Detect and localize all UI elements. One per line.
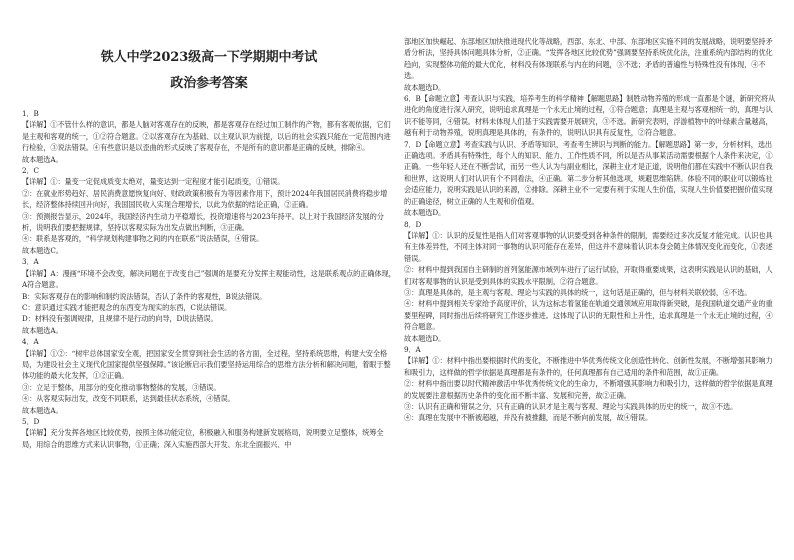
left-paragraph: ②：在就业形势趋好、居民消费意愿恢复向好、财政政策积极有为等因素作用下，预计2024年我国居民消费将稳步增长，经济整体持续回升向好，我国国民收入实现合理增长，以此为依据的结论正确，②正确。 xyxy=(22,188,388,210)
left-paragraph: 【详解】①②：“树牢总体国家安全观，把国家安全贯穿到社会生活的各方面，全过程，坚持系统思维，构建大安全格局，为建设社会主义现代化国家提供坚强保障。”该论断启示我们要坚持运用综合的思维方法分析和解决问题，着眼于整体功能的最大化发挥，①②正确。 xyxy=(22,348,391,381)
right-paragraph: ②：材料中指出要以时代精神激活中华优秀传统文化的生命力，不断增强其影响力和吸引力，这样做的哲学依据是真理的发展要注意根据历史条件的变化而不断丰富、发展和完善，故②正确。 xyxy=(404,379,773,400)
right-paragraph: 故本题选D。 xyxy=(404,82,446,92)
right-paragraph: ③：认识有正确和错误之分，只有正确的认识才是主观与客观、理论与实践具体的历史的统一，故③不选。 xyxy=(404,402,738,411)
left-paragraph: 【详解】①不管什么样的意识，都是人脑对客观存在的反映，都是客观存在经过加工制作的产物，都有客观依据，它们是主观和客观的统一，①②符合题意。②以客观存在为基础、以主观认识为前提，以后的社会实践只能在一定范围内进行检验，③说法错误。④有些意识是以歪曲的形式反映了客观存在，不是所有的意识都是正确的反映，排除④。 xyxy=(22,120,391,153)
right-paragraph: 8．D xyxy=(404,219,422,229)
right-paragraph: 7．D【命题立意】考查实践与认识、矛盾等知识，考查考生辨识与判断的能力。【解题思路】第一步，分析材料，选出正确选项。矛盾具有特殊性，每个人的知识、能力、工作性质不同，所以是否从事某活动需要根据个人条件来决定，①正确。一些年轻人还在不断尝试，而另一些人认为与副业相比，深耕主业才是正道，说明他们都在实践中不断认识自我和世界，这说明人们对认识有个不同看法，④正确。第二步分析其他选项，规避思维陷阱。体验不同的职业可以锻炼社会适应能力，说明实践是认识的来源，②排除。深耕主业不一定要有利于实现人生价值，实现人生价值要把握价值实现的正确途径，树立正确的人生观和价值观。 xyxy=(404,139,773,206)
left-paragraph: ④：从客观实际出发，改变不同联系，达到最佳状态系统，④错误。 xyxy=(22,394,235,404)
left-paragraph: D：材料没有强调规律，且规律不是行动的向导，D说法错误。 xyxy=(22,314,218,324)
left-paragraph: 故本题选C。 xyxy=(22,245,63,255)
left-paragraph: 故本题选A。 xyxy=(22,154,63,164)
left-paragraph: ③：预测报告显示，2024年，我国经济内生动力平稳增长，投资增速将与2023年持平。以上对于我国经济发展的分析，说明我们要把握规律，坚持以客观实际为出发点做出判断，③正确。 xyxy=(22,211,384,233)
left-paragraph: 3．A xyxy=(22,257,39,267)
right-paragraph: 故本题选D。 xyxy=(404,208,446,218)
right-paragraph: ②：材料中提到我国自主研制的首列氢能源市域列车进行了运行试验，开取得重要成果，这表明实践是认识的基础，人们对客观事物的认识是受到具体的实践水平限制，②符合题意。 xyxy=(404,265,773,286)
document-title: 铁人中学2023级高一下学期期中考试 xyxy=(100,50,318,65)
right-paragraph: ③：真理是具体的，是主观与客观、理论与实践的具体的统一，这句话是正确的，但与材料关联较弱，④不选。 xyxy=(404,287,752,297)
left-paragraph: 故本题选A。 xyxy=(22,405,63,415)
right-paragraph: ④：真理在发展中不断被超越，并没有被推翻，而是不断向前发展，故④错误。 xyxy=(404,413,653,423)
right-paragraph: 【详解】①：认识的反复性是指人们对客观事物的认识要受到各种条件的限制，需要经过多次反复才能完成。认识也具有主体差异性，不同主体对同一事物的认识可能存在差异，但这并不意味着认识本身会随主体情况变化而变化，①表述错误。 xyxy=(404,230,773,263)
left-paragraph: 故本题选A。 xyxy=(22,325,63,335)
right-paragraph: 6．B【命题立意】考查认识与实践，培养考生的科学精神【解题思路】制胜动物养殖的形成一直都是个谜，新研究将从进化的角度进行深入研究，说明追求真理是一个永无止境的过程，①符合题意；真理是主观与客观相统一的，真理与认识不能等同，④错误。材料未体现人们基于实践需要开展研究，③不选。新研究表明，浮游植物中的叶绿素含量越高，越有利于动物养殖，说明真理是具体的，有条件的，说明认识具有反复性，②符合题意。 xyxy=(404,94,776,138)
left-paragraph: 【详解】A：漫画“环境不会改变，解决问题在于改变自己”强调的是要充分发挥主观能动性，这是联系观点的正确体现，A符合题意。 xyxy=(22,268,396,290)
right-paragraph: 9．A xyxy=(404,344,421,354)
left-paragraph: ③：立足于整体，用部分的变化推动事物整体的发展，③错误。 xyxy=(22,382,221,392)
right-paragraph: 【详解】①：材料中指出要根据时代的变化，不断推进中华优秀传统文化创造性转化、创新性发展，不断增强其影响力和吸引力，这样做的哲学依据是真理都是有条件的，任何真理都有自己适用的条件和范围，故①正确。 xyxy=(404,356,773,377)
left-column xyxy=(22,0,396,450)
right-paragraph: 部地区加快崛起、东部地区加快推进现代化等战略，西部、东北、中部、东部地区实施不同的发展战略，说明要坚持矛盾分析法，坚持具体问题具体分析，②正确。“发挥各地区比较优势”强调要坚持系统优化法，注重系统内部结构的优化趋向，实现整体功能的最大优化，材料没有体现联系与内在的问题，③不选；矛盾的普遍性与特殊性没有体现，④不选。 xyxy=(404,37,773,81)
left-paragraph: 【详解】①：量变一定促成质变太绝对，量变达到一定程度才能引起质变，①错误。 xyxy=(22,177,285,187)
right-column xyxy=(404,0,778,424)
left-paragraph: 5．D xyxy=(22,416,40,426)
left-paragraph: 4．A xyxy=(22,337,39,347)
left-column-body xyxy=(22,108,396,450)
left-paragraph: 2．C xyxy=(22,166,39,176)
document-subtitle: 政治参考答案 xyxy=(170,76,248,91)
left-paragraph: 【详解】充分发挥各地区比较优势，按照主体功能定位，积极融入和服务构建新发展格局，说明要立足整体，统筹全局，用综合的思维方式来认识事物，①正确；深入实施西部大开发、东北全面振兴、中 xyxy=(22,428,384,449)
left-paragraph: ④：联系是客观的，“科学规划构建事物之间的内在联系”说法错误，④错误。 xyxy=(22,234,264,244)
right-paragraph: ④：材料中提到相关专家给予高度评价，认为这标志着氢能在轨道交通领域应用取得新突破，是我国轨道交通产业的重要里程碑，同时指出后续将研究工作逐步推进。这体现了认识的无限性和上升性，追求真理是一个永无止境的过程，④符合题意。 xyxy=(404,299,773,332)
left-paragraph: B：实际客观存在的影响和制约说法错误，否认了条件的客观性，B说法错误。 xyxy=(22,291,267,301)
left-paragraph: C：意识通过实践才能把观念的东西变为现实的东西，C说法错误。 xyxy=(22,302,232,312)
right-column-body xyxy=(404,36,778,424)
right-paragraph: 故本题选D。 xyxy=(404,333,446,343)
left-paragraph: 1．B xyxy=(22,109,39,118)
